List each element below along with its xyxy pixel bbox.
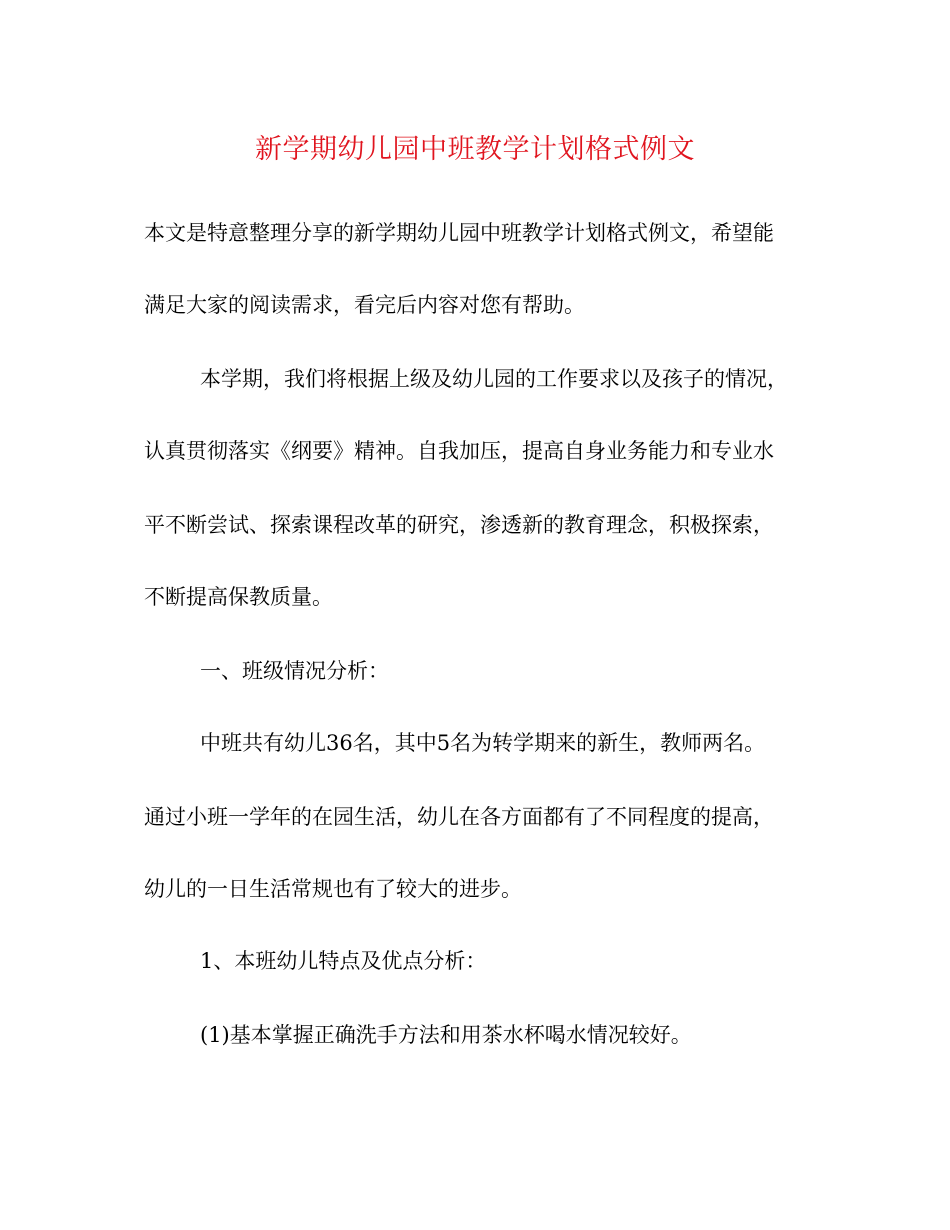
paragraph-line: 平不断尝试、探索课程改革的研究，渗透新的教育理念，积极探索， — [144, 513, 774, 537]
paragraph-line: 本学期，我们将根据上级及幼儿园的工作要求以及孩子的情况， — [200, 367, 788, 391]
section-heading: 一、班级情况分析： — [200, 659, 389, 683]
paragraph-line: 中班共有幼儿36名，其中5名为转学期来的新生，教师两名。 — [200, 731, 766, 755]
paragraph-line: 认真贯彻落实《纲要》精神。自我加压，提高自身业务能力和专业水 — [144, 439, 774, 463]
paragraph-line: 不断提高保教质量。 — [144, 585, 333, 609]
subsection-heading: 1、本班幼儿特点及优点分析： — [200, 949, 487, 973]
paragraph-line: 幼儿的一日生活常规也有了较大的进步。 — [144, 877, 522, 901]
document-title: 新学期幼儿园中班教学计划格式例文 — [255, 134, 695, 165]
paragraph-line: 满足大家的阅读需求，看完后内容对您有帮助。 — [144, 293, 585, 317]
list-item: (1)基本掌握正确洗手方法和用茶水杯喝水情况较好。 — [200, 1023, 692, 1047]
paragraph-line: 本文是特意整理分享的新学期幼儿园中班教学计划格式例文，希望能 — [144, 221, 774, 245]
paragraph-line: 通过小班一学年的在园生活，幼儿在各方面都有了不同程度的提高， — [144, 805, 774, 829]
